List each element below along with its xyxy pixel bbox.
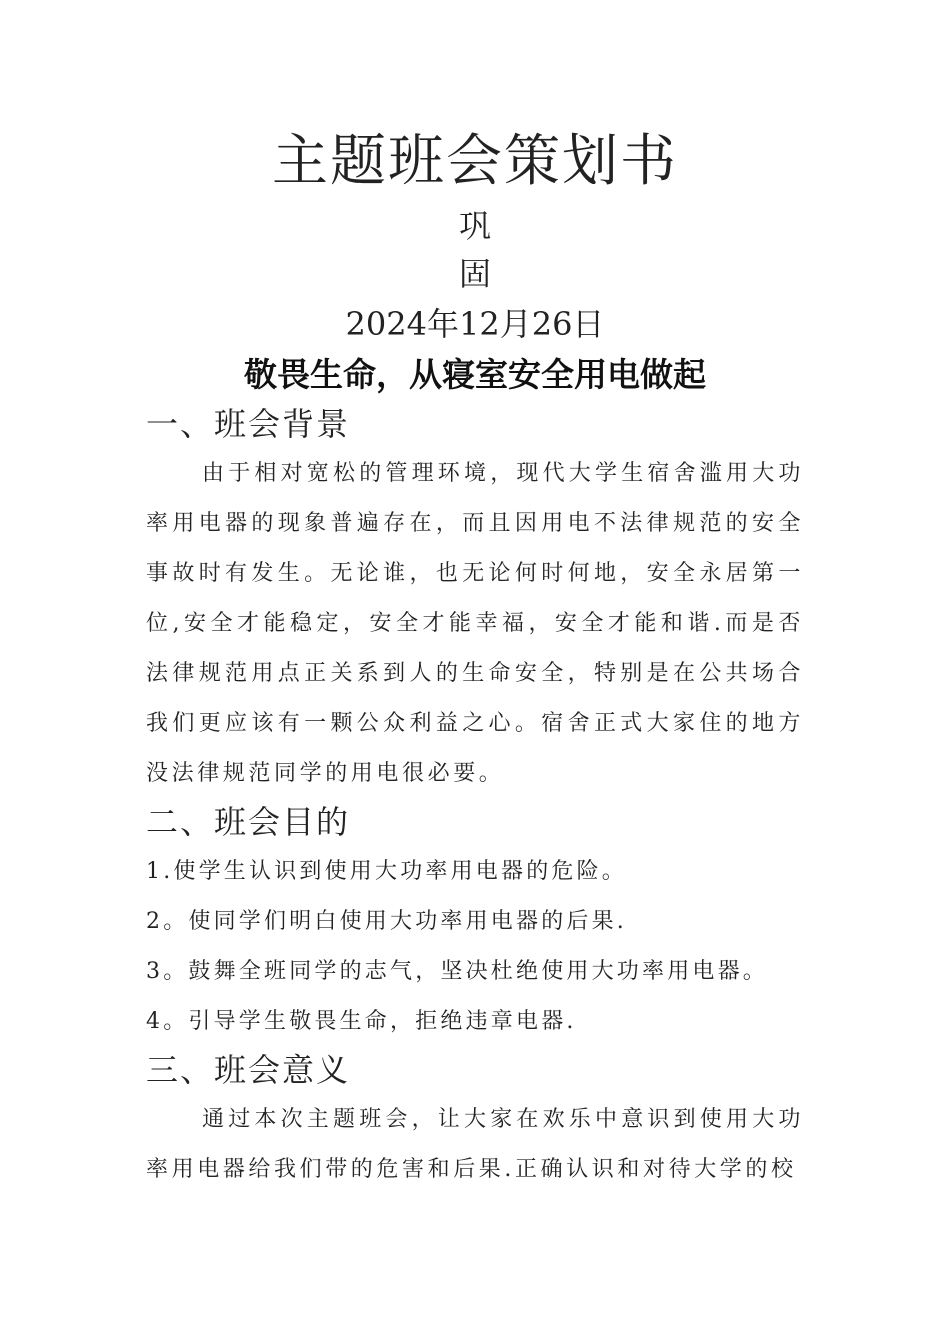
- document-title: 主题班会策划书: [272, 129, 678, 194]
- section-heading-background: 一、班会背景: [146, 405, 351, 443]
- purpose-item-3: 3。鼓舞全班同学的志气，坚决杜绝使用大功率用电器。: [146, 959, 768, 984]
- author-name-line-1: 巩: [458, 207, 491, 245]
- section-heading-significance: 三、班会意义: [146, 1051, 351, 1089]
- purpose-list: [146, 847, 768, 1047]
- document-subtitle: 敬畏生命，从寝室安全用电做起: [244, 355, 706, 394]
- purpose-item-1: 1.使学生认识到使用大功率用电器的危险。: [146, 859, 627, 884]
- document-date: 2024年12月26日: [345, 305, 605, 343]
- background-paragraph: 由于相对宽松的管理环境，现代大学生宿舍滥用大功率用电器的现象普遍存在，而且因用电不法律规范的安全事故时有发生。无论谁，也无论何时何地，安全永居第一位,安全才能稳定，安全才能幸福，安全才能和谐.而是否法律规范用点正关系到人的生命安全，特别是在公共场合我们更应该有一颗公众利益之心。宿舍正式大家住的地方没法律规范同学的用电很必要。: [146, 461, 804, 786]
- author-name-line-2: 固: [458, 255, 491, 293]
- section-heading-purpose: 二、班会目的: [146, 803, 351, 841]
- purpose-item-2: 2。使同学们明白使用大功率用电器的后果.: [146, 909, 627, 934]
- significance-paragraph: 通过本次主题班会，让大家在欢乐中意识到使用大功率用电器给我们带的危害和后果.正确认识和对待大学的校: [146, 1107, 804, 1182]
- purpose-item-4: 4。引导学生敬畏生命，拒绝违章电器.: [146, 1009, 577, 1034]
